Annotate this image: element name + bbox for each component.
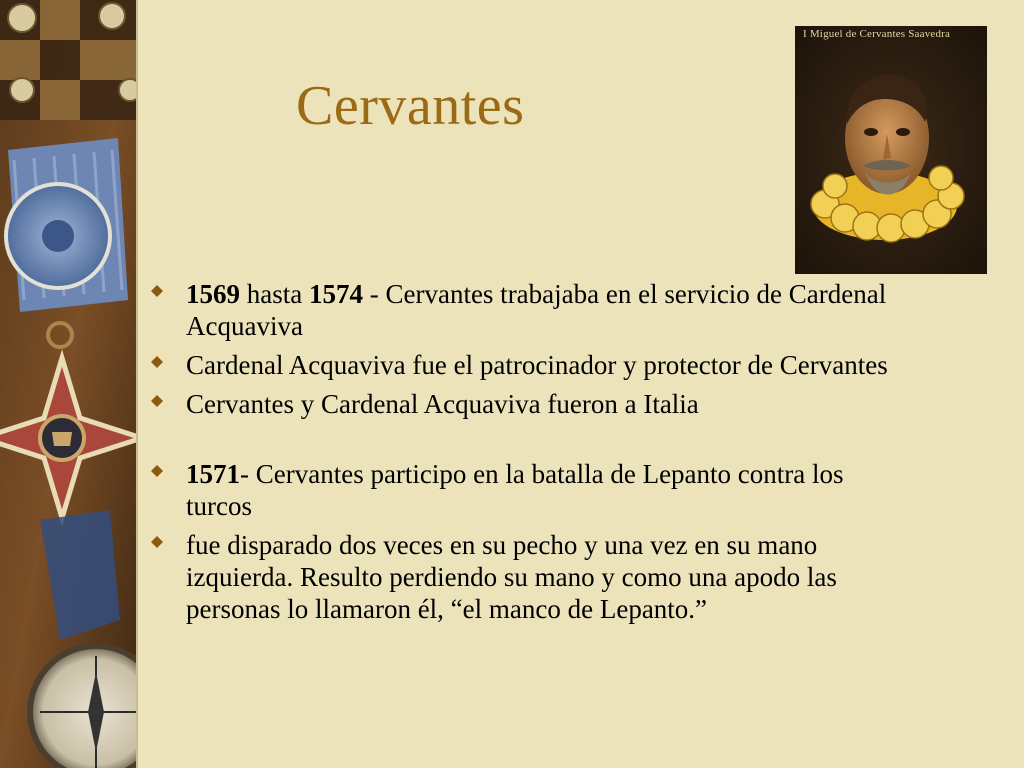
slide-title: Cervantes xyxy=(296,75,525,137)
bullet-item-5 xyxy=(150,529,906,625)
bullet-item-1 xyxy=(150,278,926,342)
bullet-item-2 xyxy=(150,349,926,381)
portrait-caption xyxy=(803,28,950,40)
portrait-caption-text: Miguel de Cervantes Saavedra xyxy=(809,28,951,40)
bullet-text: Cardenal Acquaviva fue el patrocinador y protector de Cervantes xyxy=(186,350,888,380)
year: 1571 xyxy=(186,459,240,489)
year-start: 1569 xyxy=(186,279,240,309)
bullet-text: - Cervantes trabajaba en el servicio de Cardenal Acquaviva xyxy=(186,279,887,341)
decorative-medal-image xyxy=(0,0,136,768)
bullet-text: fue disparado dos veces en su pecho y una vez en su mano izquierda. Resulto perdiendo su mano y como una apodo las personas lo llamaron él, “el manco de Lepanto.” xyxy=(186,530,837,624)
bullet-item-3 xyxy=(150,388,910,420)
portrait-caption-prefix: I xyxy=(803,28,807,40)
diamond-bullet-icon xyxy=(151,395,163,407)
diamond-bullet-icon xyxy=(151,465,163,477)
connector-text: hasta xyxy=(240,279,309,309)
left-divider xyxy=(136,0,138,768)
diamond-bullet-icon xyxy=(151,356,163,368)
bullet-text: - Cervantes participo en la batalla de Lepanto contra los turcos xyxy=(186,459,844,521)
bullet-item-4 xyxy=(150,458,886,522)
bullet-text: Cervantes y Cardenal Acquaviva fueron a Italia xyxy=(186,389,699,419)
diamond-bullet-icon xyxy=(151,536,163,548)
cervantes-portrait xyxy=(795,26,987,274)
diamond-bullet-icon xyxy=(151,285,163,297)
bullet-list xyxy=(150,278,910,632)
year-end: 1574 xyxy=(308,279,363,309)
